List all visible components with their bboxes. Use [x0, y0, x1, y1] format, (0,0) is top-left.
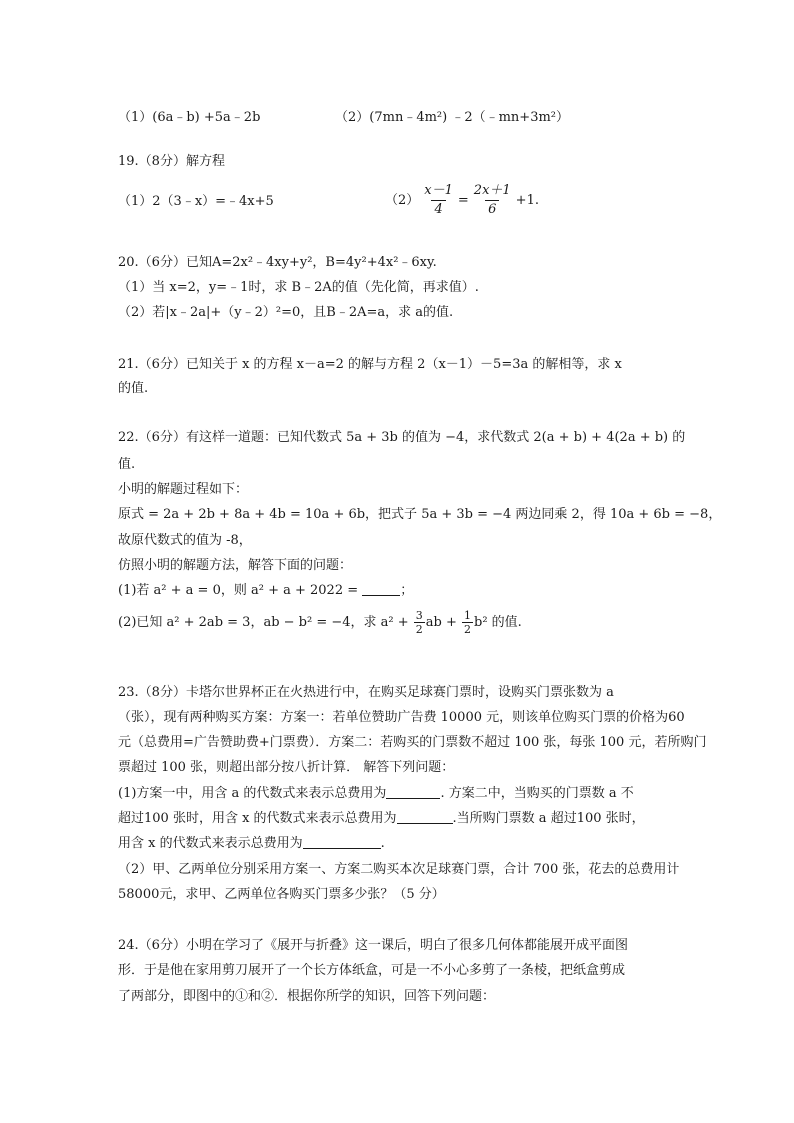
fraction-2x-plus-1-over-6: $\frac{2x+1}{6}$ — [473, 183, 511, 217]
fraction-3-over-2: $\frac{3}{2}$ — [415, 609, 423, 636]
q23-line8: （2）甲、乙两单位分别采用方案一、方案二购买本次足球赛门票，合计 700 张，花去的总费用计 — [118, 862, 680, 877]
equals-sign: = — [457, 193, 469, 208]
q19-heading: 19.（8分）解方程 — [118, 154, 225, 169]
q19-tail: +1. — [515, 193, 539, 208]
answer-blank — [362, 581, 400, 596]
q24-line3: 了两部分，即图中的①和②．根据你所学的知识，回答下列问题： — [118, 989, 496, 1004]
q18-part1: （1）(6a﹣b) +5a﹣2b — [118, 110, 261, 125]
q23-line5: (1)方案一中，用含 a 的代数式来表示总费用为 . 方案二中，当购买的门票数 a 不 — [118, 786, 634, 801]
q19-part1: （1）2（3﹣x）=﹣4x+5 — [118, 194, 274, 209]
q18-part2: （2）(7mn﹣4m²) ﹣2（﹣mn+3m²） — [335, 110, 570, 125]
q22-line6: 仿照小明的解题方法，解答下面的问题： — [118, 558, 353, 573]
answer-blank — [397, 809, 453, 824]
answer-blank — [303, 834, 381, 849]
q22-line1: 22.（6分）有这样一道题：已知代数式 5a + 3b 的值为 −4，求代数式 2(a + b) + 4(2a + b) 的 — [118, 430, 686, 445]
q20-part2: （2）若|x﹣2a|+（y﹣2）²=0，且B﹣2A=a，求 a的值. — [118, 305, 454, 320]
q23-line6: 超过100 张时，用含 x 的代数式来表示总费用为 .当所购门票数 a 超过100 张时， — [118, 811, 645, 826]
q21-line2: 的值. — [118, 381, 149, 396]
q22-line8: (2)已知 a² + 2ab = 3，ab − b² = −4，求 a² + $\frac{3}{2}$ ab + $\frac{1}{2}$ b² 的值. — [118, 609, 522, 636]
q24-line2: 形．于是他在家用剪刀展开了一个长方体纸盒，可是一不小心多剪了一条棱，把纸盒剪成 — [118, 963, 626, 978]
q23-line3: 元（总费用=广告赞助费+门票费）．方案二：若购买的门票数不超过 100 张，每张 100 元，若所购门 — [118, 735, 707, 750]
answer-blank — [386, 784, 440, 799]
q23-line1: 23.（8分）卡塔尔世界杯正在火热进行中，在购买足球赛门票时，设购买门票张数为 a — [118, 685, 614, 700]
q23-line7: 用含 x 的代数式来表示总费用为 . — [118, 836, 385, 851]
fraction-1-over-2: $\frac{1}{2}$ — [464, 609, 472, 636]
q22-line3: 小明的解题过程如下： — [118, 482, 249, 497]
q22-line7: (1)若 a² + a = 0，则 a² + a + 2022 = ； — [118, 583, 414, 598]
q23-line2: （张），现有两种购买方案：方案一：若单位赞助广告费 10000 元，则该单位购买门票的价格为60 — [118, 710, 685, 725]
q22-line4: 原式 = 2a + 2b + 8a + 4b = 10a + 6b，把式子 5a + 3b = −4 两边同乘 2，得 10a + 6b = −8， — [118, 507, 722, 522]
q21-line1: 21.（6分）已知关于 x 的方程 x－a=2 的解与方程 2（x－1）－5=3a 的解相等，求 x — [118, 357, 622, 372]
q23-line4: 票超过 100 张，则超出部分按八折计算． 解答下列问题： — [118, 760, 455, 775]
fraction-x-minus-1-over-4: $\frac{x-1}{4}$ — [424, 183, 453, 217]
q20-part1: （1）当 x=2，y=﹣1时，求 B﹣2A的值（先化简，再求值）. — [118, 280, 479, 295]
q22-line2: 值. — [118, 457, 136, 472]
q20-heading: 20.（6分）已知A=2x²﹣4xy+y²，B=4y²+4x²﹣6xy. — [118, 255, 437, 270]
q24-line1: 24.（6分）小明在学习了《展开与折叠》这一课后，明白了很多几何体都能展开成平面图 — [118, 938, 628, 953]
q22-line5: 故原代数式的值为 -8， — [118, 533, 252, 548]
q19-part2 — [385, 178, 539, 224]
q23-line9: 58000元，求甲、乙两单位各购买门票多少张？（5 分） — [118, 887, 445, 902]
q19-part2-label: （2） — [385, 193, 420, 208]
